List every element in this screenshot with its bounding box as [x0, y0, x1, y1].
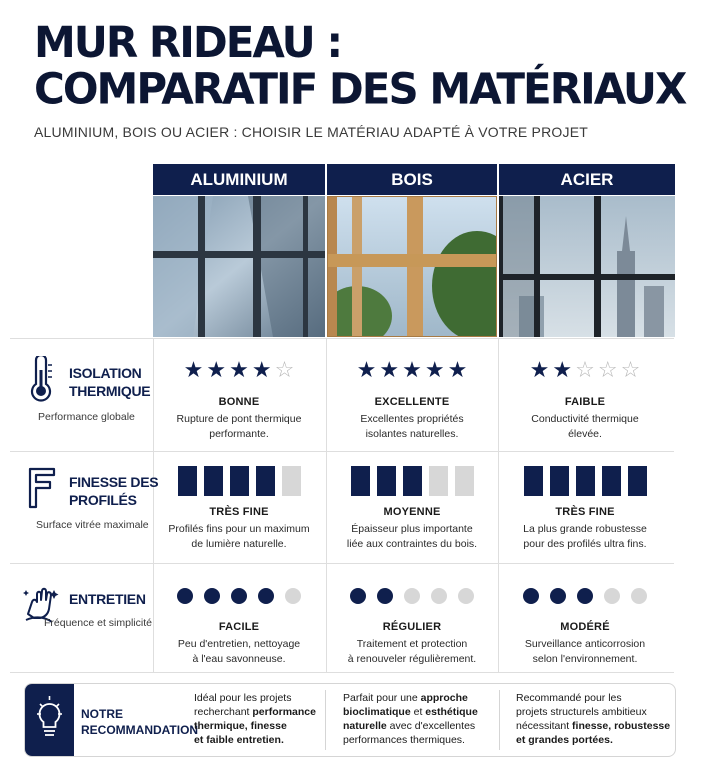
rating-label: TRÈS FINE: [209, 506, 269, 518]
criterion-title-entretien: ENTRETIEN: [69, 591, 146, 607]
bar-filled: [602, 466, 621, 496]
dot-filled: [258, 588, 274, 604]
recommendation-bois: Parfait pour une approche bioclimatique et esthétique naturelle avec d'excellentes performances thermiques.: [343, 692, 478, 746]
bar-filled: [230, 466, 249, 496]
criterion-title-isolation: ISOLATION THERMIQUE: [69, 365, 151, 399]
dot-filled: [550, 588, 566, 604]
column-header-acier: ACIER: [499, 164, 675, 195]
stars-rating: [153, 356, 325, 386]
aluminium-photo: [153, 196, 325, 337]
column-header-bois: BOIS: [327, 164, 497, 195]
dot-empty: [404, 588, 420, 604]
star-filled-icon: ★: [229, 358, 249, 383]
criterion-subtitle-entretien: Fréquence et simplicité: [44, 617, 152, 629]
cell-entretien-bois: [326, 581, 498, 667]
rating-description: Rupture de pont thermique performante.: [176, 413, 302, 440]
star-filled-icon: ★: [402, 358, 422, 383]
bois-photo: [327, 196, 497, 337]
rating-description: Surveillance anticorrosion selon l'environnement.: [524, 638, 646, 665]
cell-entretien-aluminium: [153, 581, 325, 667]
rating-description: Peu d'entretien, nettoyage à l'eau savonneuse.: [177, 638, 301, 665]
cell-entretien-acier: [499, 581, 671, 667]
star-filled-icon: ★: [251, 358, 272, 383]
bar-filled: [576, 466, 595, 496]
row-divider: [10, 338, 674, 339]
cell-isolation-acier: [499, 356, 671, 442]
title-line-1: MUR RIDEAU :: [34, 17, 342, 68]
bar-filled: [403, 466, 422, 496]
title-line-2: COMPARATIF DES MATÉRIAUX: [34, 63, 686, 114]
recommendation-badge: [25, 684, 74, 756]
rating-label: RÉGULIER: [382, 621, 442, 633]
dot-empty: [431, 588, 447, 604]
rating-label: BONNE: [218, 396, 260, 408]
star-filled-icon: ★: [183, 358, 204, 383]
bar-empty: [429, 466, 448, 496]
bars-rating: [499, 466, 671, 496]
bar-empty: [282, 466, 301, 496]
rating-description: Traitement et protection à renouveler régulièrement.: [347, 638, 477, 665]
cell-finesse-aluminium: [153, 466, 325, 552]
dots-rating: [153, 581, 325, 611]
bar-filled: [524, 466, 543, 496]
recommendation-divider: [325, 690, 326, 750]
recommendation-title: NOTRE RECOMMANDATION: [81, 707, 199, 737]
star-empty-icon: ☆: [274, 358, 295, 383]
cell-isolation-bois: [326, 356, 498, 442]
star-filled-icon: ★: [424, 358, 445, 383]
star-empty-icon: ☆: [620, 358, 641, 383]
star-filled-icon: ★: [356, 358, 377, 383]
bar-filled: [377, 466, 396, 496]
rating-description: Excellentes propriétés isolantes naturelles.: [360, 413, 464, 440]
bars-rating: [153, 466, 325, 496]
rating-description: Profilés fins pour un maximum de lumière naturelle.: [168, 523, 310, 550]
dot-filled: [177, 588, 193, 604]
dot-filled: [577, 588, 593, 604]
cell-finesse-bois: [326, 466, 498, 552]
recommendation-aluminium: Idéal pour les projets recherchant performance thermique, finesse et faible entretien.: [194, 692, 316, 746]
star-filled-icon: ★: [529, 358, 550, 383]
dot-empty: [285, 588, 301, 604]
criterion-subtitle-finesse: Surface vitrée maximale: [36, 519, 149, 531]
dot-filled: [204, 588, 220, 604]
thermometer-icon: [28, 356, 54, 402]
bar-filled: [550, 466, 569, 496]
acier-photo: [499, 196, 675, 337]
criterion-title-finesse: FINESSE DES PROFILÉS: [69, 474, 159, 508]
rating-label: TRÈS FINE: [555, 506, 615, 518]
column-header-aluminium: ALUMINIUM: [153, 164, 325, 195]
rating-description: Épaisseur plus importante liée aux contraintes du bois.: [346, 523, 478, 550]
bar-empty: [455, 466, 474, 496]
recommendation-divider: [499, 690, 500, 750]
row-divider: [10, 451, 674, 452]
dots-rating: [499, 581, 671, 611]
star-filled-icon: ★: [447, 358, 468, 383]
star-filled-icon: ★: [552, 358, 573, 383]
star-empty-icon: ☆: [575, 358, 595, 383]
dots-rating: [326, 581, 498, 611]
cell-finesse-acier: [499, 466, 671, 552]
bar-filled: [256, 466, 275, 496]
star-filled-icon: ★: [379, 358, 400, 383]
dot-empty: [458, 588, 474, 604]
cell-isolation-aluminium: [153, 356, 325, 442]
dot-empty: [631, 588, 647, 604]
rating-label: MOYENNE: [383, 506, 441, 518]
dot-filled: [350, 588, 366, 604]
bar-filled: [351, 466, 370, 496]
bars-rating: [326, 466, 498, 496]
rating-description: Conductivité thermique élevée.: [531, 413, 639, 440]
profile-section-icon: [26, 467, 58, 509]
star-filled-icon: ★: [206, 358, 227, 383]
stars-rating: [499, 356, 671, 386]
rating-label: FACILE: [218, 621, 260, 633]
row-divider: [10, 672, 674, 673]
stars-rating: [326, 356, 498, 386]
row-divider: [10, 563, 674, 564]
dot-empty: [604, 588, 620, 604]
bar-filled: [628, 466, 647, 496]
rating-label: MODÉRÉ: [560, 621, 610, 633]
star-empty-icon: ☆: [597, 358, 618, 383]
lightbulb-icon: [25, 684, 74, 756]
rating-label: EXCELLENTE: [374, 396, 450, 408]
criterion-subtitle-isolation: Performance globale: [38, 411, 135, 423]
page-subtitle: ALUMINIUM, BOIS OU ACIER : CHOISIR LE MATÉRIAU ADAPTÉ À VOTRE PROJET: [34, 124, 588, 140]
dot-filled: [377, 588, 393, 604]
rating-label: FAIBLE: [564, 396, 606, 408]
rating-description: La plus grande robustesse pour des profilés ultra fins.: [523, 523, 647, 550]
bar-filled: [178, 466, 197, 496]
dot-filled: [231, 588, 247, 604]
page-title: [34, 17, 686, 114]
recommendation-panel: [24, 683, 676, 757]
bar-filled: [204, 466, 223, 496]
dot-filled: [523, 588, 539, 604]
recommendation-acier: Recommandé pour les projets structurels ambitieux nécessitant finesse, robustesse et grandes portées.: [516, 692, 671, 746]
